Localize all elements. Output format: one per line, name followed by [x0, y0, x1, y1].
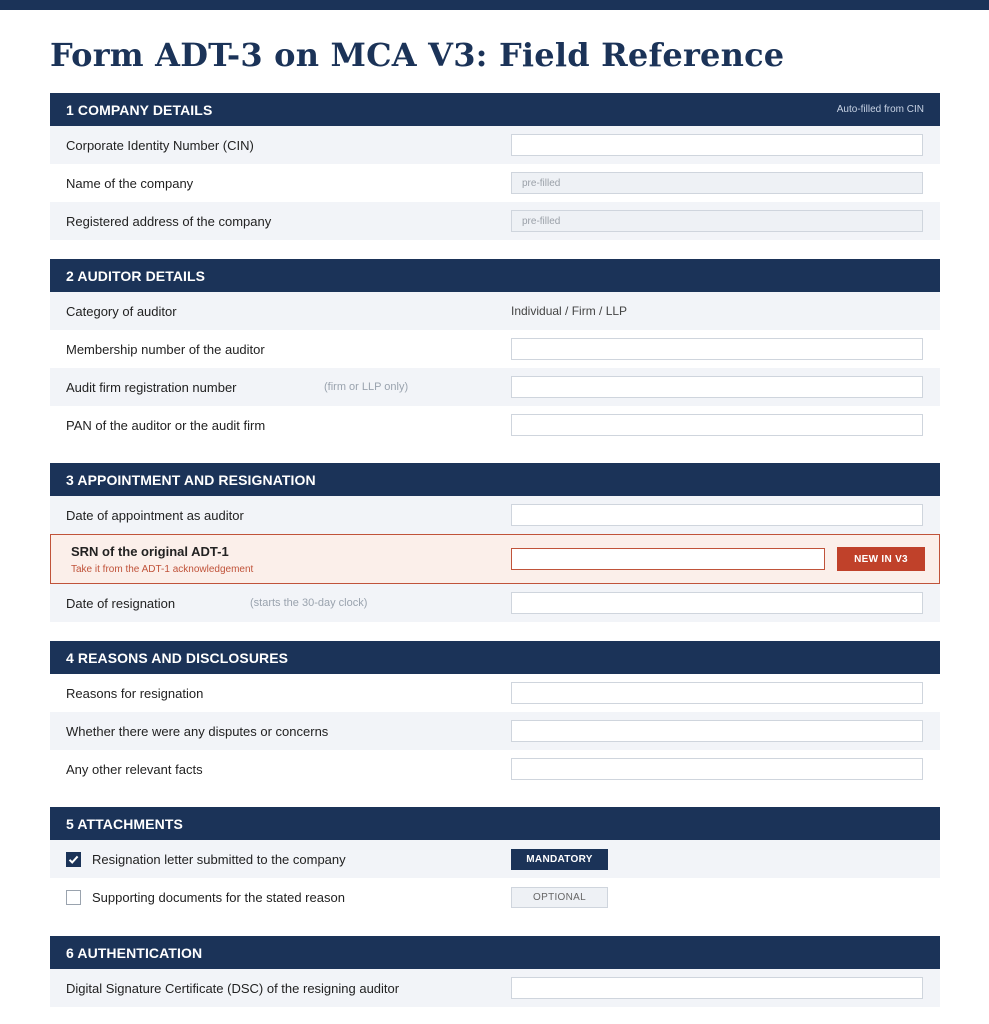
field-label: Corporate Identity Number (CIN): [66, 137, 254, 153]
top-accent-bar: [0, 0, 989, 10]
srn-help-text: Take it from the ADT-1 acknowledgement: [71, 564, 254, 575]
company-name-field: pre-filled: [511, 172, 923, 194]
section-header: [50, 936, 940, 969]
srn-label: SRN of the original ADT-1: [71, 544, 229, 559]
section-title: 5 ATTACHMENTS: [66, 815, 183, 832]
form-row-cin: [50, 126, 940, 164]
section-title: 4 REASONS AND DISCLOSURES: [66, 649, 289, 666]
section-title: 1 COMPANY DETAILS: [66, 101, 213, 118]
form-row-auditor-pan: [50, 406, 940, 444]
registered-address-field: pre-filled: [511, 210, 923, 232]
form-row-firm-registration: [50, 368, 940, 406]
section-auditor-details: [50, 259, 940, 444]
dsc-input[interactable]: [511, 977, 923, 999]
section-authentication: [50, 936, 940, 1007]
resignation-date-input[interactable]: [511, 592, 923, 614]
field-label: Digital Signature Certificate (DSC) of the resigning auditor: [66, 980, 400, 996]
section-header: [50, 463, 940, 496]
section-header: [50, 259, 940, 292]
membership-number-input[interactable]: [511, 338, 923, 360]
field-label: Date of appointment as auditor: [66, 507, 244, 523]
field-label: Reasons for resignation: [66, 685, 204, 701]
resignation-reasons-input[interactable]: [511, 682, 923, 704]
attachment-label: Resignation letter submitted to the company: [92, 851, 346, 867]
auto-fill-note: Auto-filled from CIN: [836, 104, 924, 115]
checkmark-icon: [67, 853, 80, 866]
form-row-appointment-date: [50, 496, 940, 534]
field-label: Category of auditor: [66, 303, 177, 319]
appointment-date-input[interactable]: [511, 504, 923, 526]
field-label: Registered address of the company: [66, 213, 272, 229]
section-reasons-disclosures: [50, 641, 940, 788]
section-appointment-resignation: [50, 463, 940, 622]
form-row-company-name: [50, 164, 940, 202]
resignation-letter-checkbox[interactable]: [66, 852, 81, 867]
auditor-pan-input[interactable]: [511, 414, 923, 436]
disputes-input[interactable]: [511, 720, 923, 742]
field-label: Audit firm registration number: [66, 379, 237, 395]
section-header: [50, 93, 940, 126]
attachment-label: Supporting documents for the stated reason: [92, 889, 345, 905]
form-row-srn-adt1: [50, 534, 940, 584]
section-header: [50, 641, 940, 674]
section-title: 3 APPOINTMENT AND RESIGNATION: [66, 471, 316, 488]
attachment-row-supporting-docs: [50, 878, 940, 916]
new-in-v3-badge: NEW IN V3: [837, 547, 925, 571]
form-row-disputes: [50, 712, 940, 750]
form-row-resignation-reasons: [50, 674, 940, 712]
section-title: 2 AUDITOR DETAILS: [66, 267, 206, 284]
firm-registration-input[interactable]: [511, 376, 923, 398]
page-title: Form ADT-3 on MCA V3: Field Reference: [50, 36, 785, 74]
field-label: Name of the company: [66, 175, 194, 191]
field-hint: (starts the 30-day clock): [250, 597, 368, 609]
supporting-docs-checkbox[interactable]: [66, 890, 81, 905]
optional-badge: OPTIONAL: [511, 887, 608, 908]
cin-input[interactable]: [511, 134, 923, 156]
form-row-registered-address: [50, 202, 940, 240]
field-label: Membership number of the auditor: [66, 341, 265, 357]
section-attachments: [50, 807, 940, 916]
field-label: PAN of the auditor or the audit firm: [66, 417, 266, 433]
form-row-dsc: [50, 969, 940, 1007]
form-row-membership-number: [50, 330, 940, 368]
srn-input[interactable]: [511, 548, 825, 570]
section-header: [50, 807, 940, 840]
form-row-resignation-date: [50, 584, 940, 622]
form-row-auditor-category: [50, 292, 940, 330]
section-title: 6 AUTHENTICATION: [66, 944, 203, 961]
form-row-other-facts: [50, 750, 940, 788]
attachment-row-resignation-letter: [50, 840, 940, 878]
section-company-details: [50, 93, 940, 240]
field-label: Date of resignation: [66, 595, 176, 611]
auditor-category-value: Individual / Firm / LLP: [511, 304, 628, 318]
field-label: Whether there were any disputes or concerns: [66, 723, 329, 739]
field-label: Any other relevant facts: [66, 761, 203, 777]
field-hint: (firm or LLP only): [324, 381, 409, 393]
other-facts-input[interactable]: [511, 758, 923, 780]
mandatory-badge: MANDATORY: [511, 849, 608, 870]
